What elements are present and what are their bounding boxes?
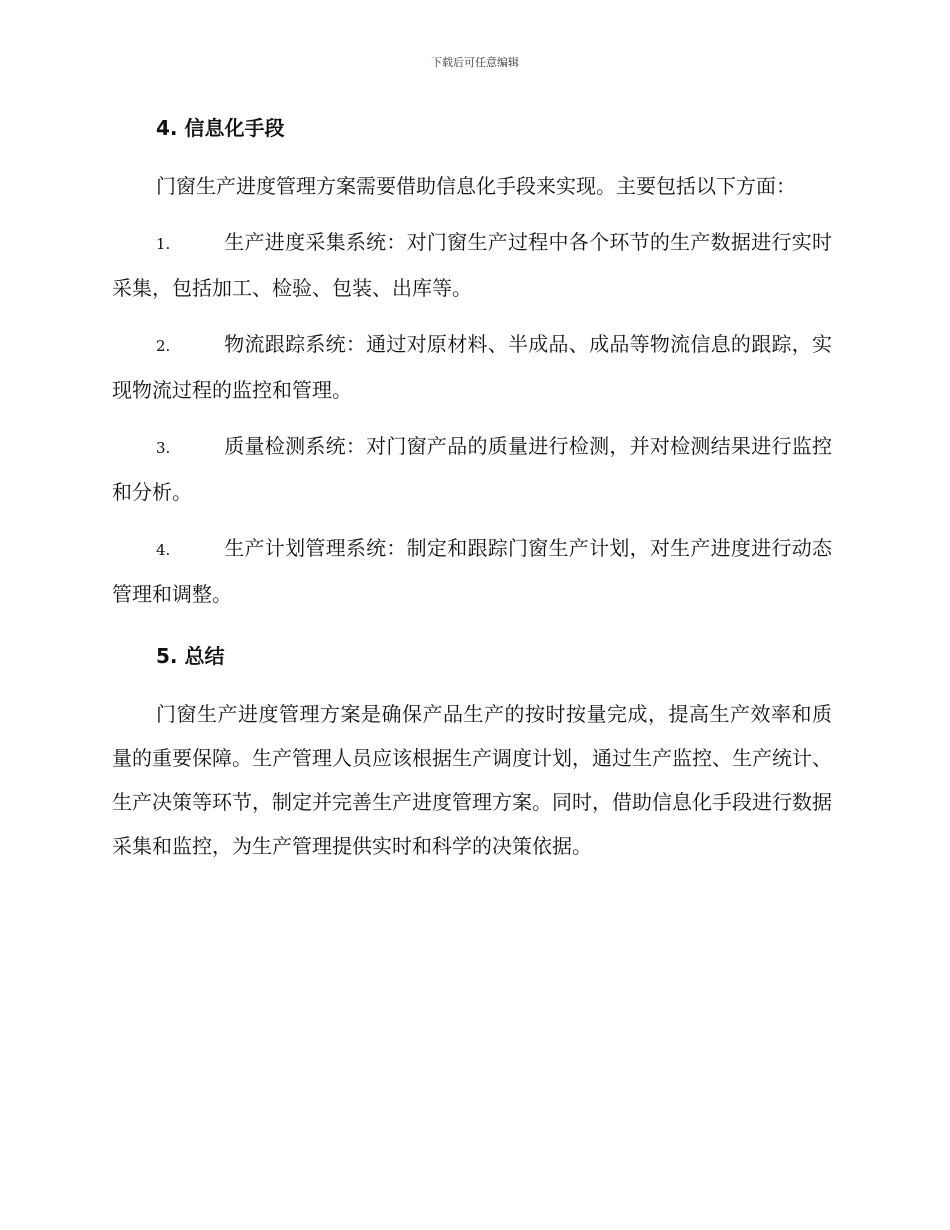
section-5-heading: 5. 总结: [156, 644, 225, 668]
list-item: [112, 424, 832, 514]
list-item-text: 质量检测系统：对门窗产品的质量进行检测，并对检测结果进行监控和分析。: [112, 434, 832, 504]
document-body: [112, 110, 832, 868]
list-item: [112, 220, 832, 310]
list-item-text: 生产进度采集系统：对门窗生产过程中各个环节的生产数据进行实时采集，包括加工、检验、包装、出库等。: [112, 230, 832, 300]
section-4-heading: 4. 信息化手段: [156, 116, 285, 140]
list-item-text: 物流跟踪系统：通过对原材料、半成品、成品等物流信息的跟踪，实现物流过程的监控和管理。: [112, 332, 832, 402]
list-item-number: 1.: [156, 235, 171, 253]
list-item: [112, 526, 832, 616]
list-item-number: 2.: [156, 337, 171, 355]
page-header-note: 下载后可任意编辑: [431, 56, 519, 69]
section-4-list: [112, 220, 832, 616]
list-item-number: 4.: [156, 541, 171, 559]
list-item-text: 生产计划管理系统：制定和跟踪门窗生产计划，对生产进度进行动态管理和调整。: [112, 536, 832, 606]
section-4-intro: 门窗生产进度管理方案需要借助信息化手段来实现。主要包括以下方面：: [156, 174, 796, 198]
list-item: [112, 322, 832, 412]
section-5-body: 门窗生产进度管理方案是确保产品生产的按时按量完成，提高生产效率和质量的重要保障。生产管理人员应该根据生产调度计划，通过生产监控、生产统计、生产决策等环节，制定并完善生产进度管理方案。同时，借助信息化手段进行数据采集和监控，为生产管理提供实时和科学的决策依据。: [112, 702, 832, 858]
list-item-number: 3.: [156, 439, 171, 457]
